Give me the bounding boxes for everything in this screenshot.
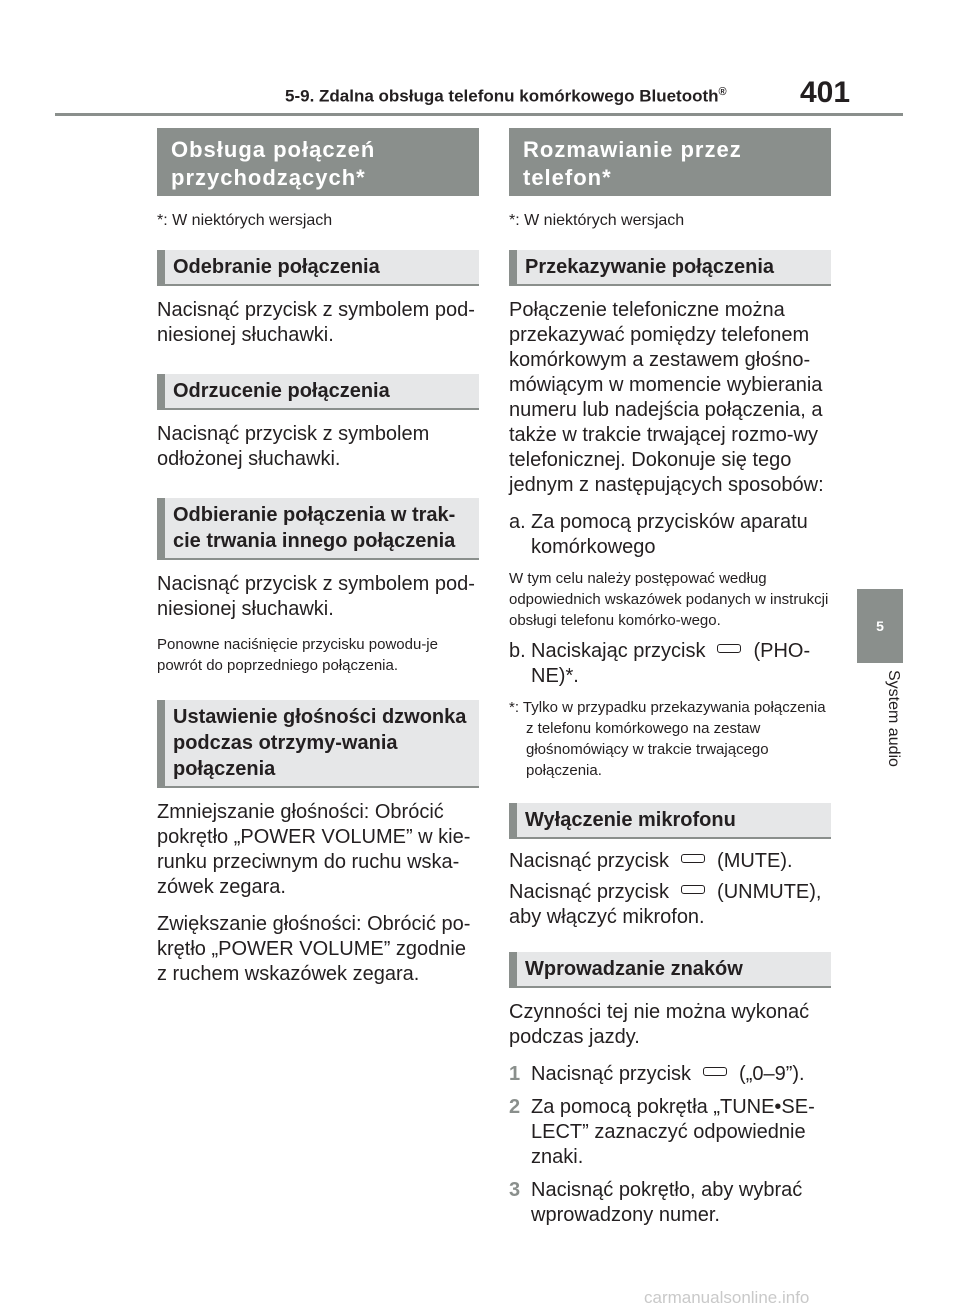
- item-b-text-pre: Naciskając przycisk: [531, 640, 706, 662]
- section-title: [285, 86, 727, 107]
- subheading-enter-characters: Wprowadzanie znaków: [509, 952, 831, 988]
- mute-text-post: (MUTE).: [717, 850, 793, 872]
- step-2-number: 2: [509, 1096, 521, 1118]
- unmute-text-post: (UNMUTE), aby włączyć mikrofon.: [509, 881, 822, 928]
- item-a-text: Za pomocą przycisków aparatu komórkowego: [531, 511, 808, 558]
- digits-button-icon: [703, 1067, 727, 1076]
- mute-button-icon: [681, 854, 705, 863]
- step-1: [509, 1062, 831, 1087]
- volume-decrease-text: Zmniejszanie głośności: Obrócić pokrętło „POWER VOLUME” w kie-runku przeciwnym do ruchu wska-zówek zegara.: [157, 801, 471, 898]
- item-a-label: a.: [509, 511, 526, 533]
- item-b-text-post: (PHO-NE)*.: [531, 640, 811, 687]
- list-item-a: [509, 510, 831, 560]
- version-note: *: W niektórych wersjach: [509, 212, 685, 229]
- step-3: [509, 1178, 831, 1228]
- header-divider: [55, 113, 903, 116]
- subheading-call-waiting: Odbieranie połączenia w trak-cie trwania innego połączenia: [157, 498, 479, 560]
- unmute-button-icon: [681, 885, 705, 894]
- mute-text: [509, 849, 831, 874]
- item-b-label: b.: [509, 640, 526, 662]
- subheading-answer-call: Odebranie połączenia: [157, 250, 479, 286]
- watermark: carmanualsonline.info: [644, 1288, 810, 1307]
- phone-button-icon: [717, 644, 741, 653]
- step-2-text: Za pomocą pokrętła „TUNE•SE-LECT” zaznaczyć odpowiednie znaki.: [531, 1096, 815, 1168]
- transfer-call-text: Połączenie telefoniczne można przekazywać pomiędzy telefonem komórkowym a zestawem głośno-mówiącym w momencie wybierania numeru lub nadejścia połączenia, a także w trakcie trwającej rozmo-wy telefonicznej. Dokonuje się tego jednym z następujących sposobów:: [509, 299, 824, 496]
- step-2: [509, 1095, 831, 1170]
- step-3-number: 3: [509, 1179, 521, 1201]
- call-waiting-note: Ponowne naciśnięcie przycisku powodu-je powrót do poprzedniego połączenia.: [157, 636, 438, 674]
- step-1-pre: Nacisnąć przycisk: [531, 1063, 692, 1085]
- reject-call-text: Nacisnąć przycisk z symbolem odłożonej słuchawki.: [157, 423, 430, 470]
- left-column: [157, 128, 479, 999]
- list-item-b: [509, 639, 831, 689]
- call-waiting-text: Nacisnąć przycisk z symbolem pod-niesionej słuchawki.: [157, 573, 475, 620]
- registered-mark: ®: [718, 86, 727, 98]
- subheading-ringtone-volume: Ustawienie głośności dzwonka podczas otrzymy-wania połączenia: [157, 700, 479, 788]
- section-heading-talking: Rozmawianie przez telefon*: [509, 128, 831, 196]
- subheading-mute-mic: Wyłączenie mikrofonu: [509, 803, 831, 839]
- section-title-text: 5-9. Zdalna obsługa telefonu komórkowego Bluetooth: [285, 86, 719, 106]
- mute-text-pre: Nacisnąć przycisk: [509, 850, 670, 872]
- item-a-note: W tym celu należy postępować według odpowiednich wskazówek podanych w instrukcji obsługi telefonu komórko-wego.: [509, 570, 829, 629]
- chapter-label: System audio: [885, 670, 902, 767]
- page-number: 401: [800, 76, 851, 109]
- chapter-tab: 5: [857, 589, 903, 663]
- version-note: *: W niektórych wersjach: [157, 212, 333, 229]
- subheading-reject-call: Odrzucenie połączenia: [157, 374, 479, 410]
- transfer-footnote: *: Tylko w przypadku przekazywania połączenia z telefonu komórkowego na zestaw głośnomówiący w trakcie trwającego połączenia.: [509, 699, 826, 779]
- unmute-text: [509, 880, 831, 930]
- step-1-number: 1: [509, 1063, 521, 1085]
- section-heading-incoming-calls: Obsługa połączeń przychodzących*: [157, 128, 479, 196]
- step-3-text: Nacisnąć pokrętło, aby wybrać wprowadzony numer.: [531, 1179, 803, 1226]
- unmute-text-pre: Nacisnąć przycisk: [509, 881, 670, 903]
- answer-call-text: Nacisnąć przycisk z symbolem pod-niesionej słuchawki.: [157, 299, 475, 346]
- enter-characters-text: Czynności tej nie można wykonać podczas jazdy.: [509, 1001, 810, 1048]
- volume-increase-text: Zwiększanie głośności: Obrócić po-krętło „POWER VOLUME” zgodnie z ruchem wskazówek zegara.: [157, 913, 471, 985]
- right-column: [509, 128, 831, 1236]
- subheading-transfer-call: Przekazywanie połączenia: [509, 250, 831, 286]
- step-1-post: („0–9”).: [739, 1063, 805, 1085]
